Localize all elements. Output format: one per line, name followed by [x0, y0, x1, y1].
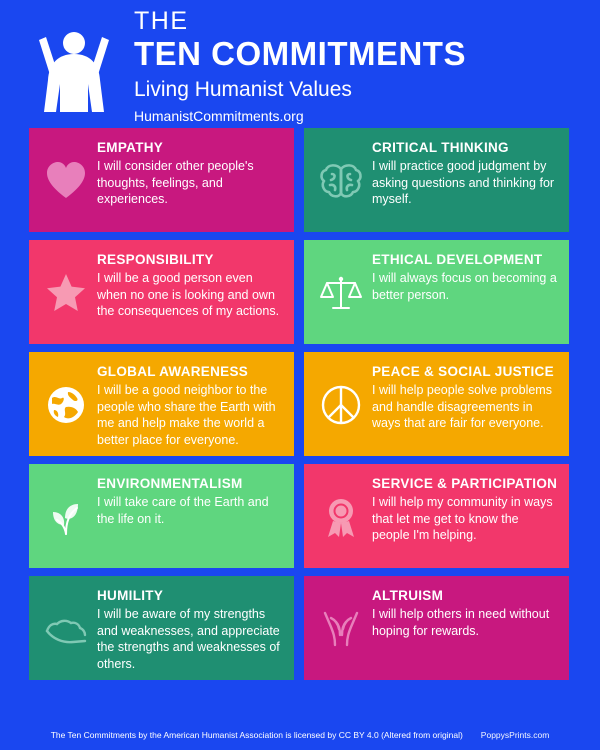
- card-title: GLOBAL AWARENESS: [97, 364, 249, 379]
- globe-icon: [37, 362, 95, 448]
- page-title: TEN COMMITMENTS: [134, 35, 466, 73]
- poster-header: [0, 0, 600, 128]
- card-service-participation[interactable]: [304, 464, 569, 568]
- card-text: I will be a good neighbor to the people who share the Earth with me and help make the world a better place for everyone.: [97, 383, 276, 448]
- header-text-block: [122, 8, 466, 124]
- card-ethical-development[interactable]: [304, 240, 569, 344]
- card-altruism[interactable]: [304, 576, 569, 680]
- title-the: THE: [134, 6, 189, 35]
- award-ribbon-icon: [312, 474, 370, 560]
- card-critical-thinking[interactable]: [304, 128, 569, 232]
- card-title: ALTRUISM: [372, 588, 444, 603]
- card-title: CRITICAL THINKING: [372, 140, 509, 155]
- card-title: HUMILITY: [97, 588, 164, 603]
- card-text: I will be aware of my strengths and weaknesses, and appreciate the strengths and weaknesses of others.: [97, 607, 280, 672]
- card-title: EMPATHY: [97, 140, 164, 155]
- card-title: RESPONSIBILITY: [97, 252, 214, 267]
- card-text: I will help my community in ways that let me get to know the people I'm helping.: [372, 495, 553, 543]
- card-title: PEACE & SOCIAL JUSTICE: [372, 364, 554, 379]
- card-responsibility[interactable]: [29, 240, 294, 344]
- commitments-grid: [0, 128, 600, 680]
- card-empathy[interactable]: [29, 128, 294, 232]
- star-icon: [37, 250, 95, 336]
- card-text: I will consider other people's thoughts, feelings, and experiences.: [97, 159, 254, 207]
- card-text: I will be a good person even when no one is looking and own the consequences of my actions.: [97, 271, 280, 319]
- card-title: SERVICE & PARTICIPATION: [372, 476, 558, 491]
- poster-footer: [0, 730, 600, 740]
- card-environmentalism[interactable]: [29, 464, 294, 568]
- peace-sign-icon: [312, 362, 370, 448]
- card-humility[interactable]: [29, 576, 294, 680]
- card-text: I will help people solve problems and handle disagreements in ways that are fair for everyone.: [372, 383, 552, 431]
- card-text: I will always focus on becoming a better person.: [372, 271, 557, 302]
- two-hands-icon: [312, 586, 370, 672]
- open-hand-icon: [37, 586, 95, 672]
- humanist-happy-human-logo-icon: [26, 18, 122, 114]
- scales-icon: [312, 250, 370, 336]
- card-title: ETHICAL DEVELOPMENT: [372, 252, 543, 267]
- heart-icon: [37, 138, 95, 224]
- leaves-icon: [37, 474, 95, 560]
- card-title: ENVIRONMENTALISM: [97, 476, 243, 491]
- license-text: The Ten Commitments by the American Humanist Association is licensed by CC BY 4.0 (Altered from original): [50, 730, 463, 740]
- card-text: I will practice good judgment by asking questions and thinking for myself.: [372, 159, 555, 207]
- card-global-awareness[interactable]: [29, 352, 294, 456]
- page-subtitle: Living Humanist Values: [134, 78, 352, 101]
- card-peace-social-justice[interactable]: [304, 352, 569, 456]
- credit-text: PoppysPrints.com: [480, 730, 550, 740]
- brain-icon: [312, 138, 370, 224]
- website-url: HumanistCommitments.org: [134, 108, 304, 125]
- card-text: I will help others in need without hoping for rewards.: [372, 607, 550, 638]
- card-text: I will take care of the Earth and the life on it.: [97, 495, 269, 526]
